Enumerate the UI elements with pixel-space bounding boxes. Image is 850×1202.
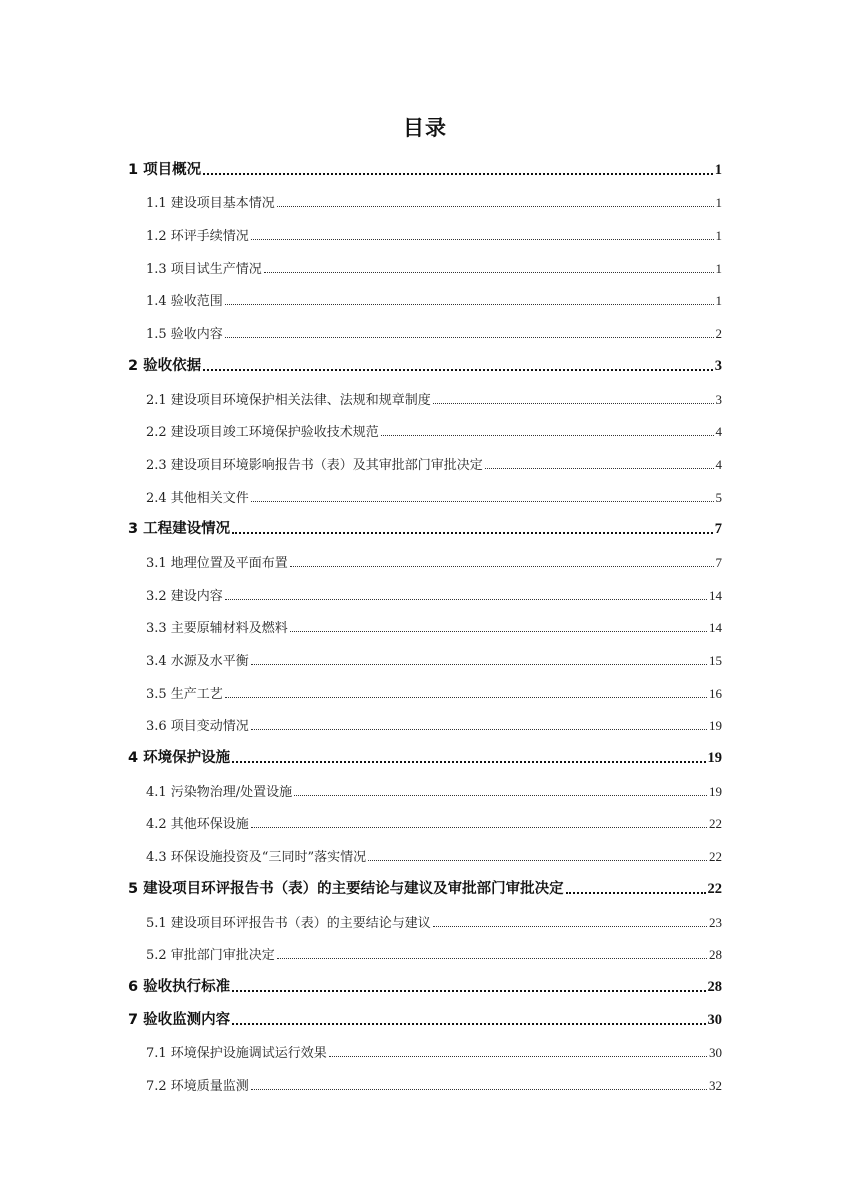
dot-leader (232, 761, 705, 763)
toc-entry-page: 3 (714, 357, 722, 374)
toc-entry-label: 4.3 环保设施投资及“三同时”落实情况 (146, 850, 367, 866)
toc-entry-label: 1 项目概况 (128, 161, 202, 178)
toc-entry-section-1-5[interactable] (128, 311, 722, 344)
toc-entry-page: 16 (709, 685, 722, 701)
toc-entry-label: 4.2 其他环保设施 (146, 817, 249, 833)
toc-entry-page: 15 (709, 653, 722, 668)
toc-entry-label: 1.1 建设项目基本情况 (146, 196, 275, 212)
dot-leader (225, 599, 707, 600)
toc-entry-page: 1 (715, 260, 722, 276)
toc-entry-section-5-1[interactable] (128, 900, 722, 933)
toc-entry-label: 3.3 主要原辅材料及燃料 (146, 621, 288, 637)
toc-entry-label: 7.2 环境质量监测 (146, 1078, 249, 1094)
toc-entry-label: 3.4 水源及水平衡 (146, 654, 249, 669)
dot-leader (294, 795, 707, 796)
toc-entry-section-4-1[interactable] (128, 769, 722, 802)
toc-entry-page: 23 (709, 914, 722, 930)
toc-entry-page: 1 (715, 228, 722, 244)
toc-entry-page: 22 (707, 880, 722, 897)
dot-leader (232, 1023, 705, 1025)
toc-entry-label: 1.5 验收内容 (146, 327, 223, 343)
toc-entry-section-3-2[interactable] (128, 573, 722, 606)
dot-leader (203, 173, 713, 175)
toc-entry-label: 4.1 污染物治理/处置设施 (146, 784, 293, 800)
toc-entry-section-2-1[interactable] (128, 377, 722, 410)
table-of-contents (128, 148, 722, 1096)
toc-entry-section-3-5[interactable] (128, 671, 722, 704)
toc-entry-page: 30 (707, 1011, 722, 1028)
toc-entry-section-7-1[interactable] (128, 1031, 722, 1064)
toc-entry-page: 32 (709, 1077, 722, 1093)
dot-leader (433, 926, 707, 927)
toc-entry-chapter-5[interactable] (128, 867, 722, 900)
dot-leader (251, 827, 707, 828)
toc-entry-section-3-6[interactable] (128, 704, 722, 737)
toc-entry-page: 7 (715, 554, 722, 570)
toc-entry-label: 5.2 审批部门审批决定 (146, 948, 275, 964)
toc-entry-chapter-2[interactable] (128, 344, 722, 377)
toc-entry-label: 7 验收监测内容 (128, 1011, 231, 1028)
dot-leader (251, 729, 707, 730)
toc-entry-label: 3.6 项目变动情况 (146, 719, 249, 735)
dot-leader (203, 369, 713, 371)
dot-leader (264, 272, 714, 273)
toc-entry-page: 3 (715, 391, 722, 407)
toc-entry-section-4-2[interactable] (128, 802, 722, 835)
dot-leader (225, 304, 714, 305)
dot-leader (290, 631, 707, 632)
toc-entry-page: 14 (709, 587, 722, 603)
toc-entry-section-1-3[interactable] (128, 246, 722, 279)
dot-leader (251, 239, 714, 240)
toc-entry-chapter-3[interactable] (128, 508, 722, 541)
toc-entry-chapter-6[interactable] (128, 965, 722, 998)
toc-entry-page: 19 (709, 783, 722, 799)
toc-entry-page: 4 (715, 424, 722, 440)
toc-entry-page: 19 (709, 718, 722, 734)
toc-entry-label: 7.1 环境保护设施调试运行效果 (146, 1046, 327, 1062)
toc-entry-page: 1 (715, 195, 722, 211)
toc-entry-label: 2.3 建设项目环境影响报告书（表）及其审批部门审批决定 (146, 457, 483, 473)
dot-leader (277, 958, 707, 959)
dot-leader (566, 892, 706, 894)
toc-entry-section-7-2[interactable] (128, 1063, 722, 1096)
toc-entry-page: 28 (707, 978, 722, 995)
dot-leader (277, 206, 714, 207)
toc-entry-label: 3.5 生产工艺 (146, 686, 223, 702)
dot-leader (485, 468, 714, 469)
toc-entry-page: 2 (715, 326, 722, 342)
toc-entry-label: 2.1 建设项目环境保护相关法律、法规和规章制度 (146, 392, 431, 408)
toc-entry-chapter-4[interactable] (128, 736, 722, 769)
dot-leader (329, 1056, 707, 1057)
toc-entry-section-4-3[interactable] (128, 834, 722, 867)
toc-entry-label: 6 验收执行标准 (128, 978, 231, 995)
dot-leader (232, 990, 705, 992)
dot-leader (290, 566, 714, 567)
dot-leader (232, 532, 713, 534)
toc-entry-page: 5 (715, 489, 722, 505)
toc-entry-label: 3.2 建设内容 (146, 588, 223, 604)
toc-entry-section-2-3[interactable] (128, 442, 722, 475)
toc-entry-section-2-4[interactable] (128, 475, 722, 508)
dot-leader (225, 697, 707, 698)
toc-entry-label: 1.4 验收范围 (146, 294, 223, 310)
dot-leader (368, 860, 707, 861)
toc-entry-section-3-1[interactable] (128, 540, 722, 573)
dot-leader (251, 501, 714, 502)
dot-leader (251, 1089, 707, 1090)
toc-entry-page: 4 (715, 456, 722, 472)
toc-entry-label: 1.2 环评手续情况 (146, 229, 249, 245)
toc-entry-label: 1.3 项目试生产情况 (146, 261, 262, 277)
toc-entry-section-1-2[interactable] (128, 213, 722, 246)
dot-leader (251, 664, 707, 665)
toc-entry-page: 22 (709, 816, 722, 832)
toc-entry-section-1-1[interactable] (128, 181, 722, 214)
toc-entry-label: 3.1 地理位置及平面布置 (146, 555, 288, 571)
toc-entry-label: 5 建设项目环评报告书（表）的主要结论与建议及审批部门审批决定 (128, 880, 564, 897)
toc-entry-chapter-1[interactable] (128, 148, 722, 181)
toc-entry-label: 2 验收依据 (128, 357, 202, 374)
toc-title: 目录 (403, 116, 447, 140)
toc-entry-section-3-3[interactable] (128, 606, 722, 639)
toc-entry-page: 14 (709, 620, 722, 636)
toc-entry-page: 1 (714, 161, 722, 178)
toc-entry-page: 1 (715, 293, 722, 309)
toc-entry-page: 30 (709, 1045, 722, 1061)
dot-leader (381, 435, 714, 436)
toc-entry-label: 4 环境保护设施 (128, 750, 231, 767)
dot-leader (433, 403, 714, 404)
toc-entry-label: 2.2 建设项目竣工环境保护验收技术规范 (146, 425, 379, 441)
toc-entry-section-2-2[interactable] (128, 410, 722, 443)
toc-entry-page: 19 (707, 750, 722, 767)
toc-entry-label: 2.4 其他相关文件 (146, 490, 249, 506)
toc-entry-page: 22 (709, 849, 722, 865)
toc-entry-section-3-4[interactable] (128, 638, 722, 671)
toc-entry-label: 3 工程建设情况 (128, 521, 231, 538)
toc-entry-page: 28 (709, 947, 722, 963)
toc-entry-section-1-4[interactable] (128, 279, 722, 312)
toc-entry-section-5-2[interactable] (128, 933, 722, 966)
toc-entry-label: 5.1 建设项目环评报告书（表）的主要结论与建议 (146, 915, 431, 931)
dot-leader (225, 337, 714, 338)
toc-entry-chapter-7[interactable] (128, 998, 722, 1031)
toc-entry-page: 7 (714, 521, 722, 538)
